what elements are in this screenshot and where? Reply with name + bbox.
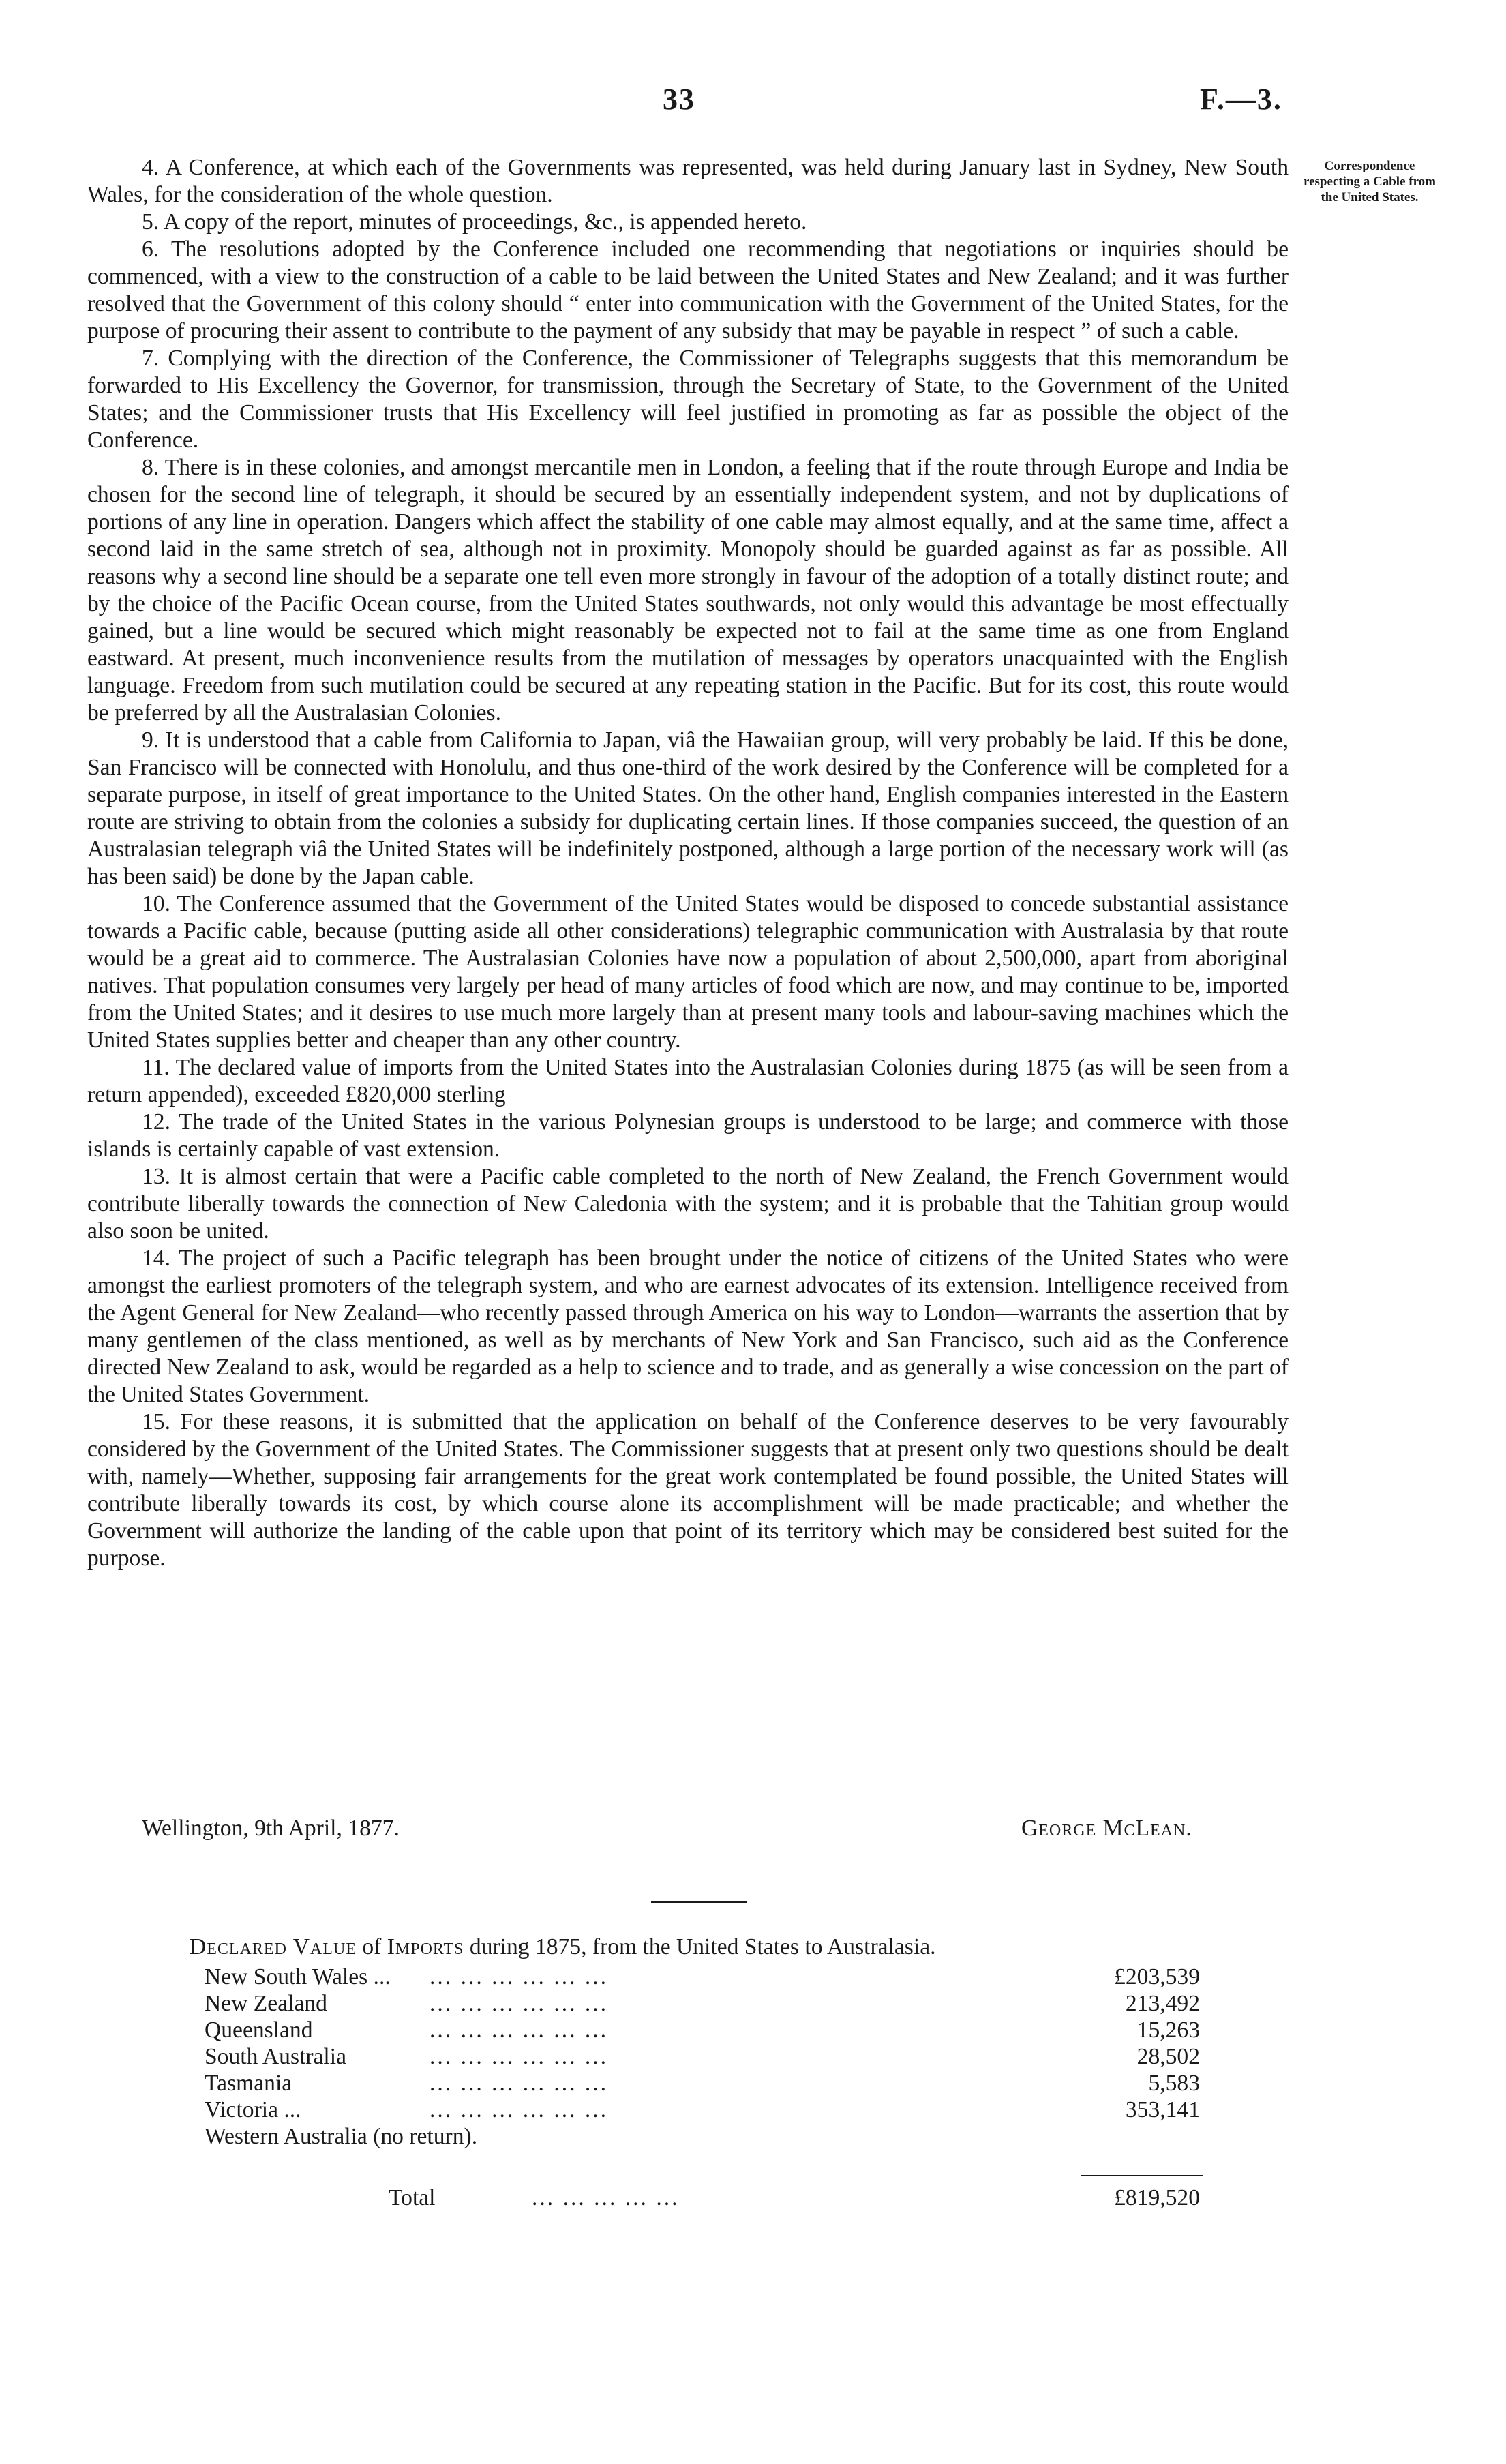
paragraph-14: 14. The project of such a Pacific telegraph has been brought under the notice of citizens of the United States who were amongst the earliest promoters of the telegraph system, and who are earnest advocates of its extension. Intelligence received from the Agent General for New Zealand—who recently passed through America on his way to London—warrants the assertion that by many gentlemen of the class mentioned, as well as by merchants of New York and San Francisco, such aid as the Conference directed New Zealand to ask, would be regarded as a help to science and to trade, and as generally a wise concession on the part of the United States Government.: [87, 1246, 1289, 1407]
paragraph-4: 4. A Conference, at which each of the Governments was represented, was held during January last in Sydney, New South Wales, for the consideration of the whole question.: [87, 155, 1289, 207]
paragraph-8: 8. There is in these colonies, and amongst mercantile men in London, a feeling that if the route through Europe and India be chosen for the second line of telegraph, it should be secured by an essentially independent system, and not by duplications of portions of any line in operation. Dangers which affect the stability of one cable may almost equally, and at the same time, affect a second laid in the same stretch of sea, although not in proximity. Monopoly should be guarded against as far as possible. All reasons why a second line should be a separate one tell even more strongly in favour of the adoption of a totally distinct route; and by the choice of the Pacific Ocean course, from the United States southwards, not only would this advantage be most effectually gained, but a line would be secured which might reasonably be expected not to fail at the same time as one from England eastward. At present, much inconvenience results from the mutilation of messages by operators unacquainted with the English language. Freedom from such mutilation could be secured at any repeating station in the Pacific. But for its cost, this route would be preferred by all the Australasian Colonies.: [87, 455, 1289, 725]
page-number: 33: [663, 82, 695, 116]
total-row: [205, 2184, 1200, 2212]
paragraph-9: 9. It is understood that a cable from California to Japan, viâ the Hawaiian group, will very probably be laid. If this be done, San Francisco will be connected with Honolulu, and thus one-third of the work desired by the Conference will be completed for a separate purpose, in itself of great importance to the United States. On the other hand, English companies interested in the Eastern route are striving to obtain from the colonies a subsidy for duplicating certain lines. If those companies succeed, the question of an Australasian telegraph viâ the United States will be indefinitely postponed, although a large portion of the necessary work will (as has been said) be done by the Japan cable.: [87, 727, 1289, 889]
paragraph-6: 6. The resolutions adopted by the Conference included one recommending that negotiations or inquiries should be commenced, with a view to the construction of a cable to be laid between the United States and New Zealand; and it was further resolved that the Government of this colony should “ enter into communication with the Government of the United States, for the purpose of procuring their assent to contribute to the payment of any subsidy that may be payable in respect ” of such a cable.: [87, 237, 1289, 344]
paragraph-10: 10. The Conference assumed that the Government of the United States would be disposed to concede substantial assistance towards a Pacific cable, because (putting aside all other considerations) telegraphic communication with Australasia by that route would be a great aid to commerce. The Australasian Colonies have now a population of about 2,500,000, apart from aboriginal natives. That population consumes very largely per head of many articles of food which are now, and may continue to be, imported from the United States; and it desires to use much more largely than at present many tools and labour-saving machines which the United States supplies better and cheaper than any other country.: [87, 891, 1289, 1053]
paragraph-13: 13. It is almost certain that were a Pacific cable completed to the north of New Zealand, the French Government would contribute liberally towards the connection of New Caledonia with the system; and it is probable that the Tahitian group would also soon be united.: [87, 1164, 1289, 1244]
table-title-part-a: Declared Value: [190, 1934, 357, 1959]
table-title-part-c: Imports: [387, 1934, 464, 1959]
leader-dots: ... ... ... ... ... ...: [430, 2097, 609, 2122]
table-row: [205, 2070, 1200, 2097]
imports-table: [205, 1964, 1200, 2150]
table-title: [190, 1934, 936, 1961]
import-value: 353,141: [1125, 2097, 1200, 2122]
signature-name: George McLean.: [1021, 1816, 1192, 1841]
table-title-part-b: of: [362, 1934, 382, 1959]
table-note: Western Australia (no return).: [205, 2124, 478, 2149]
margin-note: Correspondence respecting a Cable from the United States.: [1303, 159, 1436, 205]
total-divider: [1081, 2175, 1203, 2176]
colony-name: New South Wales ...: [205, 1964, 391, 1989]
paragraph-12: 12. The trade of the United States in the various Polynesian groups is understood to be large; and commerce with those islands is certainly capable of vast extension.: [87, 1109, 1289, 1162]
memorandum-body: [87, 154, 1289, 1572]
import-value: 5,583: [1148, 2071, 1200, 2096]
import-value: 213,492: [1125, 1991, 1200, 2016]
table-note-row: [205, 2123, 1200, 2150]
paragraph-15: 15. For these reasons, it is submitted that the application on behalf of the Conference deserves to be very favourably considered by the Government of the United States. The Commissioner suggests that at present only two questions should be dealt with, namely—Whether, supposing fair arrangements for the great work contemplated be found possible, the United States will contribute liberally towards its cost, by which course alone its accomplishment will be made practicable; and whether the Government will authorize the landing of the cable upon that point of its territory which may be considered best suited for the purpose.: [87, 1409, 1289, 1571]
colony-name: Victoria ...: [205, 2097, 301, 2122]
paragraph-7: 7. Complying with the direction of the Conference, the Commissioner of Telegraphs suggests that this memorandum be forwarded to His Excellency the Governor, for transmission, through the Secretary of State, to the Government of the United States; and the Commissioner trusts that His Excellency will feel justified in promoting as far as possible the object of the Conference.: [87, 346, 1289, 453]
total-value: £819,520: [1114, 2185, 1200, 2210]
paragraph-5: 5. A copy of the report, minutes of proceedings, &c., is appended hereto.: [142, 209, 807, 235]
leader-dots: ... ... ... ... ... ...: [430, 2017, 609, 2043]
leader-dots: ... ... ... ... ... ...: [430, 2071, 609, 2096]
import-value: 28,502: [1136, 2044, 1200, 2069]
table-row: [205, 2097, 1200, 2123]
page-header: [0, 82, 1506, 130]
section-divider: [651, 1901, 747, 1903]
import-value: 15,263: [1136, 2017, 1200, 2043]
table-row: [205, 1964, 1200, 1990]
table-title-part-d: during 1875, from the United States to Australasia.: [469, 1934, 936, 1959]
total-label: Total: [389, 2185, 436, 2210]
leader-dots: ... ... ... ... ... ...: [430, 1991, 609, 2016]
document-reference: F.—3.: [1200, 82, 1282, 116]
paragraph-11: 11. The declared value of imports from the United States into the Australasian Colonies during 1875 (as will be seen from a return appended), exceeded £820,000 sterling: [87, 1055, 1289, 1107]
signature-line: [87, 1815, 1289, 1842]
leader-dots: ... ... ... ... ... ...: [430, 1964, 609, 1989]
table-row: [205, 2017, 1200, 2043]
colony-name: New Zealand: [205, 1991, 327, 2016]
colony-name: Queensland: [205, 2017, 313, 2043]
leader-dots: ... ... ... ... ... ...: [430, 2044, 609, 2069]
table-row: [205, 1990, 1200, 2017]
signature-date: Wellington, 9th April, 1877.: [142, 1816, 400, 1841]
colony-name: Tasmania: [205, 2071, 292, 2096]
colony-name: South Australia: [205, 2044, 346, 2069]
table-row: [205, 2043, 1200, 2070]
import-value: £203,539: [1114, 1964, 1200, 1989]
leader-dots: ... ... ... ... ...: [532, 2185, 680, 2210]
